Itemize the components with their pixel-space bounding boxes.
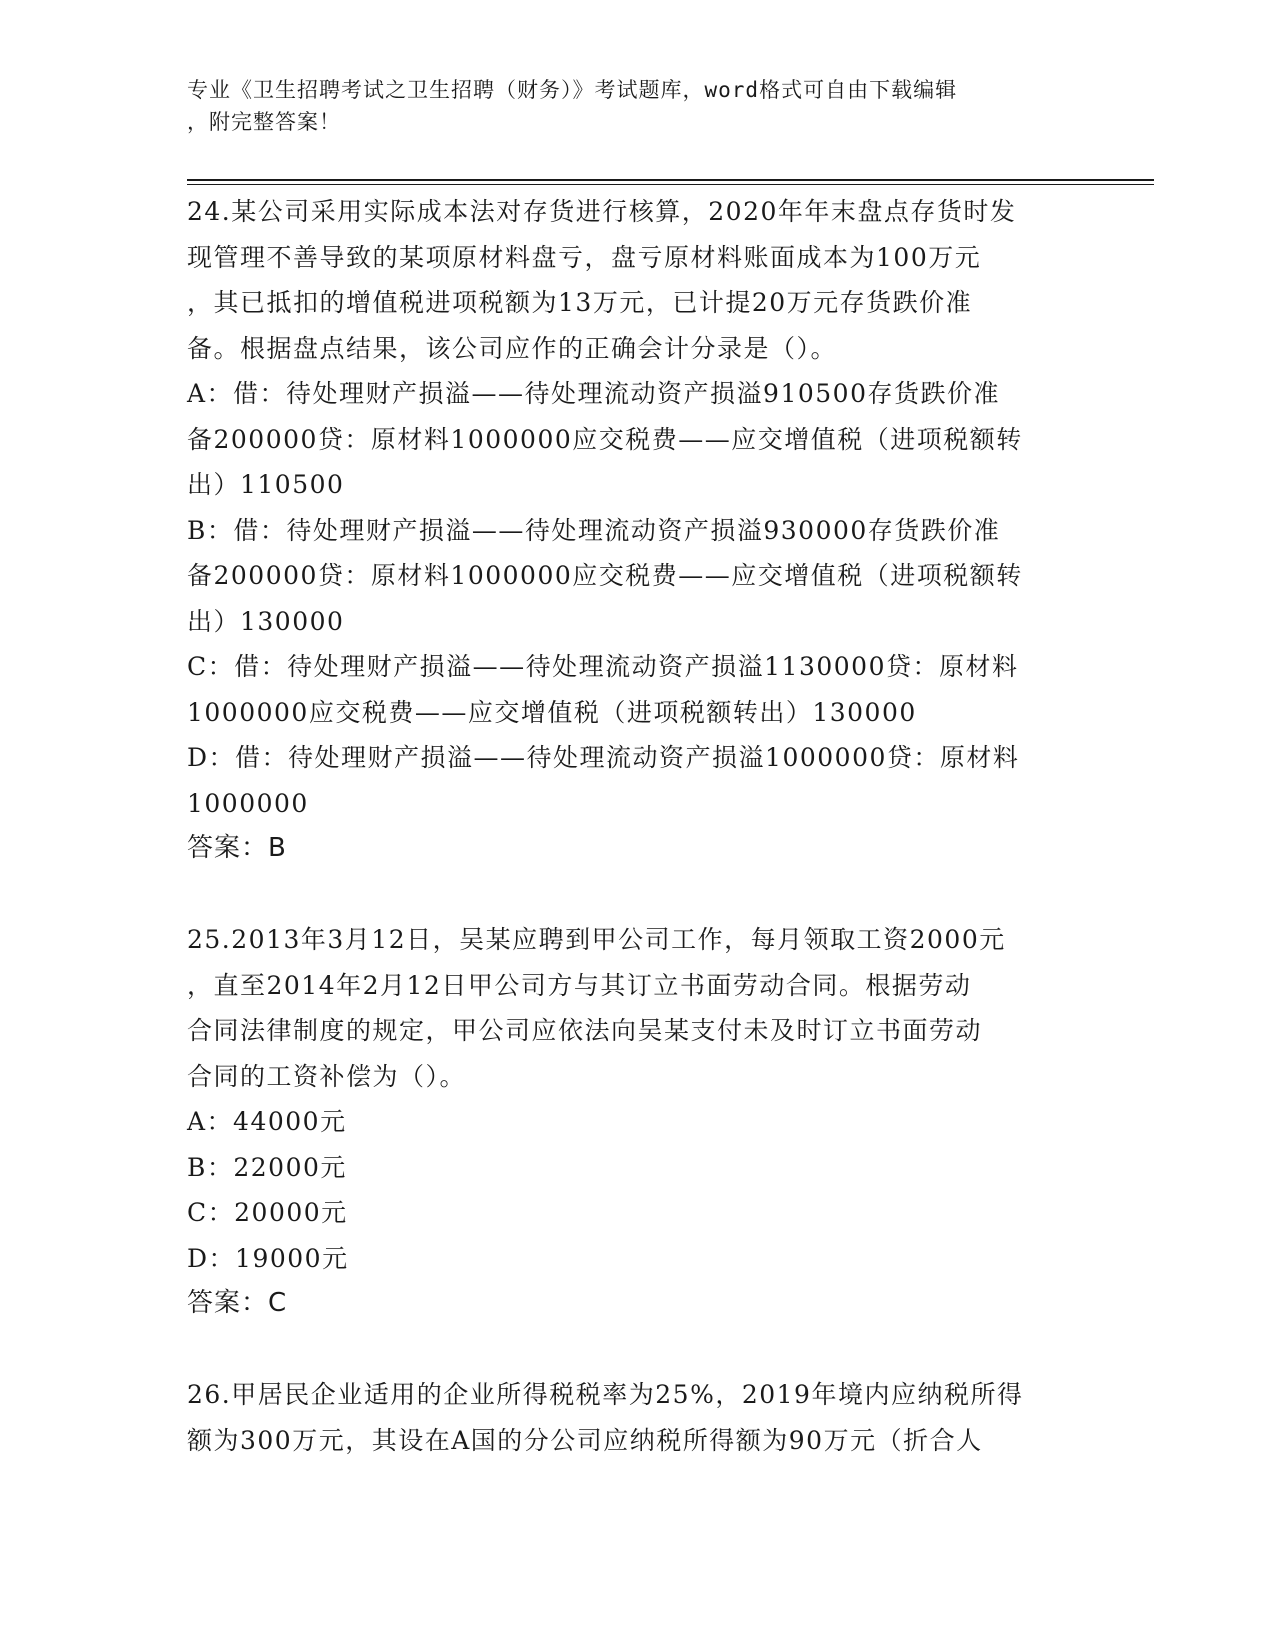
answer-label: 答案：C (187, 1288, 288, 1318)
question-list (187, 189, 1087, 1463)
header-line: ，附完整答案！ (187, 110, 341, 134)
question-stem-line: ，直至2014年2月12日甲公司方与其订立书面劳动合同。根据劳动 (187, 970, 972, 1000)
question-spacer (187, 1327, 1087, 1373)
option-a-line: A：44000元 (187, 1107, 347, 1136)
question-25 (187, 917, 1087, 1327)
header-divider-thick (187, 179, 1154, 181)
option-d-line: 1000000 (187, 788, 309, 818)
question-24 (187, 189, 1087, 872)
option-c-line: C：20000元 (187, 1198, 348, 1227)
option-a-line: 备200000贷：原材料1000000应交税费——应交增值税（进项税额转 (187, 424, 1023, 454)
question-stem-line: 24.某公司采用实际成本法对存货进行核算，2020年年末盘点存货时发 (187, 197, 1017, 226)
question-stem-line: 额为300万元，其设在A国的分公司应纳税所得额为90万元（折合人 (187, 1425, 983, 1455)
option-b-line: B：借：待处理财产损溢——待处理流动资产损溢930000存货跌价准 (187, 515, 1001, 545)
option-b-line: B：22000元 (187, 1152, 347, 1182)
option-b-line: 备200000贷：原材料1000000应交税费——应交增值税（进项税额转 (187, 561, 1023, 590)
question-spacer (187, 872, 1087, 918)
question-stem-line: 合同法律制度的规定，甲公司应依法向吴某支付未及时订立书面劳动 (187, 1016, 983, 1045)
option-c-line: 1000000应交税费——应交增值税（进项税额转出）130000 (187, 697, 917, 727)
question-stem-line: 25.2013年3月12日，吴某应聘到甲公司工作，每月领取工资2000元 (187, 925, 1006, 954)
question-26 (187, 1372, 1087, 1463)
header-line: 专业《卫生招聘考试之卫生招聘（财务）》考试题库，word格式可自由下载编辑 (187, 78, 958, 102)
question-stem-line: 26.甲居民企业适用的企业所得税税率为25%，2019年境内应纳税所得 (187, 1380, 1024, 1409)
question-stem-line: 合同的工资补偿为（）。 (187, 1061, 467, 1091)
option-c-line: C：借：待处理财产损溢——待处理流动资产损溢1130000贷：原材料 (187, 652, 1019, 681)
option-d-line: D：19000元 (187, 1243, 349, 1273)
answer-label: 答案：B (187, 833, 287, 863)
question-stem-line: 备。根据盘点结果，该公司应作的正确会计分录是（）。 (187, 333, 838, 363)
document-header (187, 74, 1067, 138)
option-a-line: A：借：待处理财产损溢——待处理流动资产损溢910500存货跌价准 (187, 379, 1000, 408)
question-stem-line: ，其已抵扣的增值税进项税额为13万元，已计提20万元存货跌价准 (187, 288, 973, 317)
header-divider-thin (187, 184, 1154, 185)
question-stem-line: 现管理不善导致的某项原材料盘亏，盘亏原材料账面成本为100万元 (187, 242, 982, 272)
option-b-line: 出）130000 (187, 606, 345, 636)
option-d-line: D：借：待处理财产损溢——待处理流动资产损溢1000000贷：原材料 (187, 743, 1020, 772)
option-a-line: 出）110500 (187, 470, 345, 499)
